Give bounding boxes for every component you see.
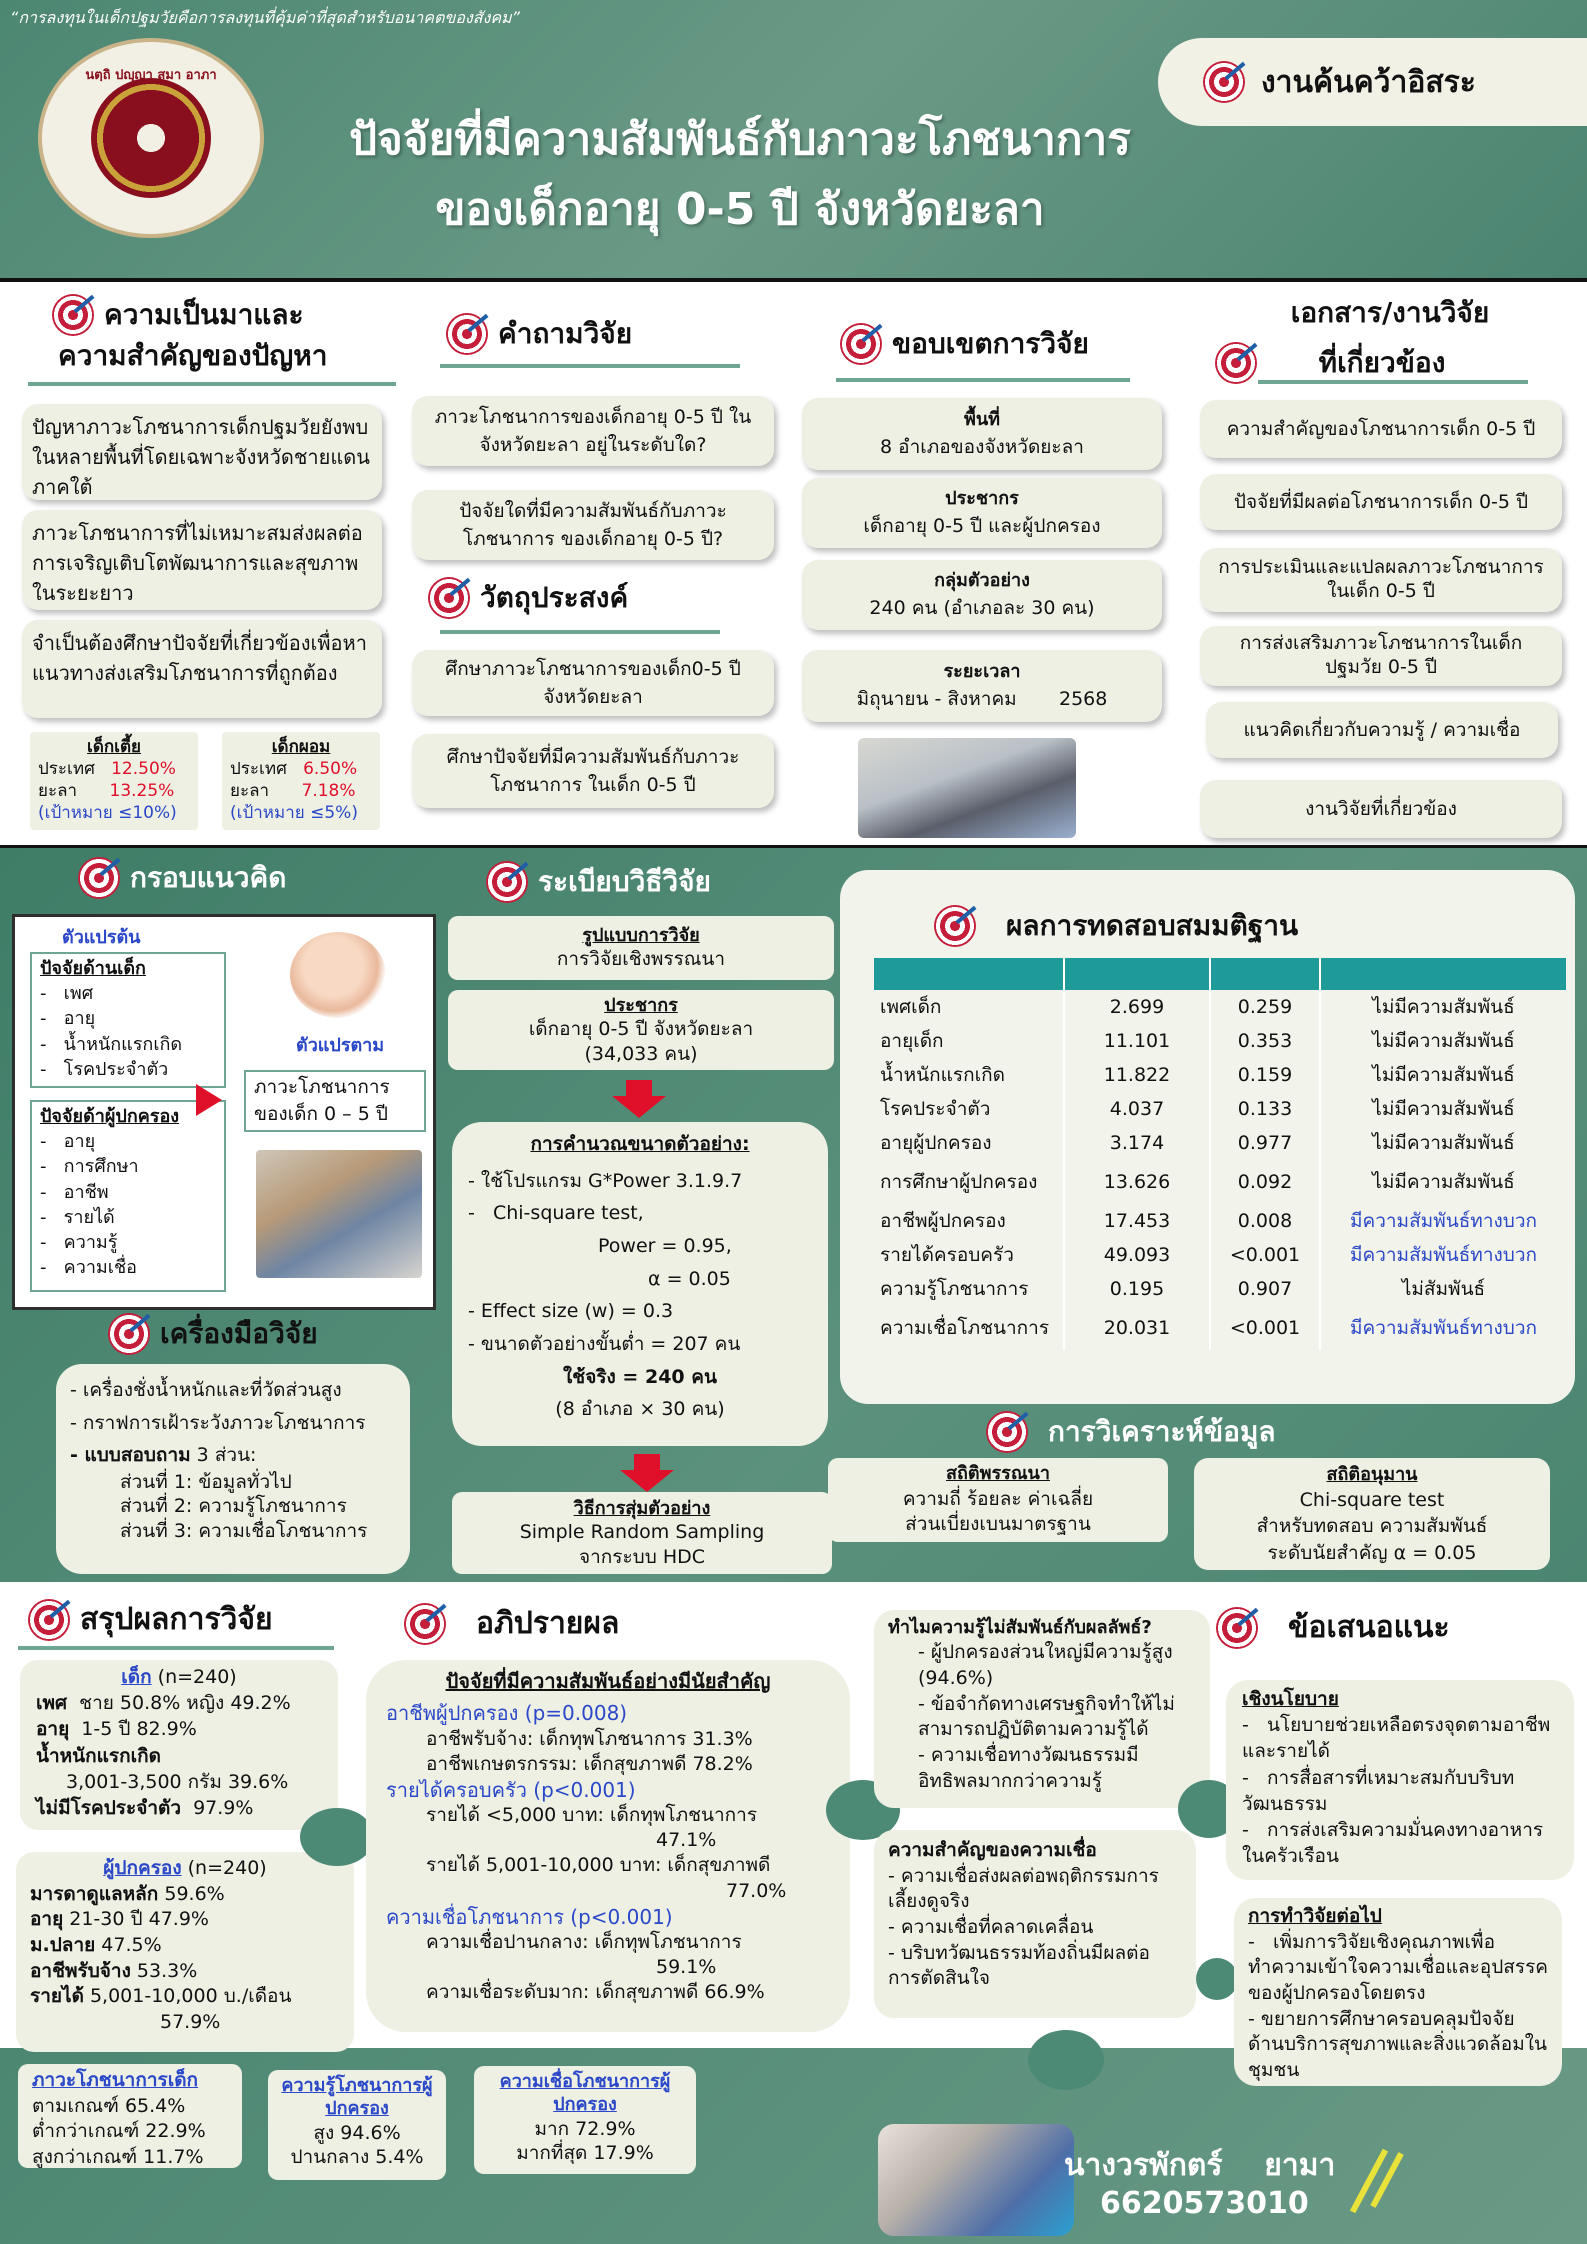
- tool-3: - แบบสอบถาม 3 ส่วน:: [70, 1444, 257, 1466]
- summary-underline: [18, 1646, 334, 1650]
- hypothesis-chi-square: 2.699: [1064, 990, 1210, 1024]
- tools-box: [56, 1364, 410, 1574]
- sample-calc-1: - ใช้โปรแกรม G*Power 3.1.9.7: [468, 1169, 743, 1192]
- hypothesis-result: ไม่มีความสัมพันธ์: [1320, 1126, 1566, 1160]
- analysis-title: การวิเคราะห์ข้อมูล: [1048, 1415, 1276, 1448]
- decorative-circle: [300, 1808, 374, 1866]
- summary-parent-caregiver: มารดาดูแลหลัก 59.6%: [30, 1882, 225, 1905]
- framework-child-item: - น้ำหนักแรกเกิด: [40, 1033, 183, 1055]
- background-underline: [28, 382, 396, 386]
- summary-parent-card: [16, 1852, 354, 2052]
- hypothesis-factor: ความเชื่อโภชนาการ: [880, 1317, 1050, 1339]
- method-sampling-value-2: จากระบบ HDC: [578, 1545, 706, 1568]
- questions-heading: [446, 312, 632, 356]
- summary-belief-title: ความเชื่อโภชนาการผู้ปกครอง: [499, 2071, 671, 2116]
- hypothesis-result: ไม่สัมพันธ์: [1320, 1272, 1566, 1306]
- hypothesis-p-value: 0.259: [1210, 990, 1320, 1024]
- recommend-research-1: - เพิ่มการวิจัยเชิงคุณภาพเพื่อทำความเข้าใจความเชื่อและอุปสรรคของผู้ปกครองโดยตรง: [1248, 1930, 1548, 2004]
- hypothesis-factor: ความรู้โภชนาการ: [880, 1278, 1029, 1300]
- baby-photo: [290, 932, 386, 1018]
- discussion-why-title: ทำไมความรู้ไม่สัมพันธ์กับผลลัพธ์?: [888, 1617, 1152, 1638]
- method-design-value: การวิจัยเชิงพรรณนา: [556, 948, 726, 971]
- framework-child-item: - อายุ: [40, 1008, 96, 1030]
- method-population-value-1: เด็กอายุ 0-5 ปี จังหวัดยะลา: [528, 1018, 754, 1041]
- summary-child-disease: ไม่มีโรคประจำตัว 97.9%: [36, 1797, 254, 1820]
- literature-item-6: งานวิจัยที่เกี่ยวข้อง: [1200, 780, 1562, 838]
- framework-child-box: [30, 952, 226, 1088]
- target-icon: [986, 1411, 1028, 1453]
- scope-photo: [858, 738, 1076, 838]
- summary-belief-2: มากที่สุด 17.9%: [516, 2142, 654, 2165]
- sample-calc-4: α = 0.05: [648, 1267, 731, 1290]
- target-icon: [28, 1599, 70, 1641]
- recommend-policy-2: - การสื่อสารที่เหมาะสมกับบริบทวัฒนธรรม: [1242, 1766, 1515, 1815]
- literature-item-3: การประเมินและแปลผลภาวะโภชนาการในเด็ก 0-5 ปี: [1200, 548, 1562, 612]
- objectives-underline: [440, 630, 720, 634]
- stunting-title: เด็กเตี้ย: [87, 737, 141, 757]
- hypothesis-result: ไม่มีความสัมพันธ์: [1320, 1024, 1566, 1058]
- wasting-title: เด็กผอม: [271, 737, 331, 757]
- summary-parent-income-pct: 57.9%: [160, 2010, 221, 2033]
- tool-2: - กราฟการเฝ้าระวังภาวะโภชนาการ: [70, 1411, 366, 1434]
- method-title: ระเบียบวิธีวิจัย: [538, 865, 711, 898]
- summary-parent-income: รายได้ 5,001-10,000 บ./เดือน: [30, 1985, 292, 2008]
- tools-title: เครื่องมือวิจัย: [160, 1317, 318, 1350]
- hypothesis-factor: อาชีพผู้ปกครอง: [880, 1210, 1006, 1232]
- background-title-1: ความเป็นมาและ: [104, 298, 304, 331]
- discussion-occupation-2: อาชีพเกษตรกรรม: เด็กสุขภาพดี 78.2%: [426, 1752, 753, 1775]
- objectives-heading: [428, 576, 628, 620]
- literature-underline: [1258, 380, 1528, 384]
- discussion-income-1: รายได้ <5,000 บาท: เด็กทุพโภชนาการ: [426, 1804, 758, 1827]
- hypothesis-result: ไม่มีความสัมพันธ์: [1320, 990, 1566, 1024]
- summary-child-header: เด็ก (n=240): [121, 1666, 237, 1688]
- method-sampling: [452, 1492, 832, 1574]
- page-title: [300, 105, 1180, 245]
- target-icon: [404, 1603, 446, 1645]
- method-population-label: ประชากร: [604, 994, 678, 1016]
- analysis-heading: [986, 1410, 1276, 1454]
- hypothesis-title: ผลการทดสอบสมมติฐาน: [1006, 909, 1299, 942]
- hypothesis-chi-square: 11.822: [1064, 1058, 1210, 1092]
- summary-knowledge-2: ปานกลาง 5.4%: [290, 2146, 424, 2169]
- summary-belief-1: มาก 72.9%: [534, 2117, 636, 2140]
- down-arrow-icon: [612, 1080, 666, 1118]
- hypothesis-row: [874, 1306, 1566, 1350]
- scope-underline: [836, 378, 1130, 382]
- method-sampling-label: วิธีการสุ่มตัวอย่าง: [573, 1497, 711, 1519]
- framework-heading: [78, 856, 286, 900]
- recommend-title: ข้อเสนอแนะ: [1288, 1610, 1450, 1645]
- method-sampling-value-1: Simple Random Sampling: [519, 1521, 765, 1544]
- discussion-belief-2: ความเชื่อระดับมาก: เด็กสุขภาพดี 66.9%: [426, 1981, 765, 2004]
- sample-calc-5: - Effect size (w) = 0.3: [468, 1300, 674, 1323]
- hypothesis-row: [874, 1126, 1566, 1160]
- target-icon: [486, 861, 528, 903]
- scope-period-label: ระยะเวลา: [943, 661, 1021, 683]
- discussion-income-1-value: 47.1%: [656, 1829, 717, 1852]
- framework-title: กรอบแนวคิด: [130, 861, 287, 894]
- method-population: [448, 990, 834, 1070]
- discussion-income-title: รายได้ครอบครัว (p<0.001): [386, 1777, 636, 1802]
- question-1: ภาวะโภชนาการของเด็กอายุ 0-5 ปี ในจังหวัดยะลา อยู่ในระดับใด?: [412, 396, 774, 466]
- sample-calc-2: - Chi-square test,: [468, 1202, 644, 1225]
- framework-arrow-icon: [196, 1084, 222, 1116]
- framework-parent-title: ปัจจัยด้าผู้ปกครอง: [40, 1106, 180, 1127]
- questions-title: คำถามวิจัย: [498, 317, 633, 350]
- logo-text: นตฺถิ ปญฺญา สมา อาภา: [85, 68, 217, 83]
- sample-calc-title: การคำนวณขนาดตัวอย่าง:: [530, 1133, 750, 1155]
- discussion-belief-1: ความเชื่อปานกลาง: เด็กทุพโภชนาการ: [426, 1931, 742, 1954]
- literature-item-5: แนวคิดเกี่ยวกับความรู้ / ความเชื่อ: [1206, 702, 1558, 758]
- author-name: นางวรพักตร์ ยามา: [1064, 2148, 1336, 2183]
- hypothesis-p-value: 0.092: [1210, 1160, 1320, 1204]
- summary-parent-occupation: อาชีพรับจ้าง 53.3%: [30, 1959, 198, 1982]
- recommend-research-card: [1234, 1898, 1562, 2086]
- summary-child-sex: เพศ ชาย 50.8% หญิง 49.2%: [36, 1692, 291, 1715]
- framework-photo: [256, 1150, 422, 1278]
- analysis-inferential-value-2: สำหรับทดสอบ ความสัมพันธ์: [1256, 1515, 1488, 1538]
- discussion-significant-card: [366, 1660, 850, 2032]
- analysis-descriptive-value-1: ความถี่ ร้อยละ ค่าเฉลี่ย: [902, 1487, 1094, 1510]
- scope-sample: [802, 560, 1162, 630]
- background-title-2: ความสำคัญของปัญหา: [58, 339, 328, 372]
- framework-child-title: ปัจจัยด้านเด็ก: [40, 958, 146, 979]
- discussion-income-2-value: 77.0%: [726, 1879, 787, 1902]
- method-population-value-2: (34,033 คน): [584, 1042, 698, 1065]
- hypothesis-p-value: 0.977: [1210, 1126, 1320, 1160]
- target-icon: [1215, 342, 1257, 384]
- background-point-3: จำเป็นต้องศึกษาปัจจัยที่เกี่ยวข้องเพื่อหาแนวทางส่งเสริมโภชนาการที่ถูกต้อง: [22, 620, 382, 718]
- discussion-importance-1: - ความเชื่อส่งผลต่อพฤติกรรมการเลี้ยงดูจริง: [888, 1864, 1159, 1913]
- stunting-stat-card: [30, 732, 198, 830]
- decorative-circle: [1196, 1958, 1238, 2000]
- summary-child-weight: 3,001-3,500 กรัม 39.6%: [66, 1770, 289, 1793]
- hypothesis-table: [874, 958, 1566, 1350]
- summary-knowledge-card: [268, 2070, 446, 2180]
- title-line-2: ของเด็กอายุ 0-5 ปี จังหวัดยะลา: [435, 184, 1045, 235]
- scope-population-value: เด็กอายุ 0-5 ปี และผู้ปกครอง: [863, 515, 1101, 538]
- analysis-inferential-label: สถิติอนุมาน: [1326, 1463, 1418, 1485]
- scope-population: [802, 478, 1162, 548]
- scope-heading: [840, 322, 1089, 366]
- summary-nutrition-card: [18, 2064, 242, 2168]
- author-id: 6620573010: [1100, 2186, 1309, 2221]
- recommend-policy-title: เชิงนโยบาย: [1242, 1688, 1339, 1710]
- scope-sample-value: 240 คน (อำเภอละ 30 คน): [869, 597, 1095, 620]
- recommend-policy-1: - นโยบายช่วยเหลือตรงจุดตามอาชีพและรายได้: [1242, 1714, 1551, 1763]
- hypothesis-factor: การศึกษาผู้ปกครอง: [880, 1171, 1038, 1193]
- hypothesis-chi-square: 0.195: [1064, 1272, 1210, 1306]
- hypothesis-p-value: 0.353: [1210, 1024, 1320, 1058]
- hypothesis-p-value: 0.133: [1210, 1092, 1320, 1126]
- hypothesis-factor: อายุผู้ปกครอง: [880, 1132, 992, 1154]
- target-icon: [428, 577, 470, 619]
- method-heading: [486, 860, 711, 904]
- framework-child-item: - เพศ: [40, 983, 94, 1005]
- method-design: [448, 916, 834, 980]
- sample-calc-6: - ขนาดตัวอย่างขั้นต่ำ = 207 คน: [468, 1333, 741, 1356]
- hypothesis-p-value: 0.907: [1210, 1272, 1320, 1306]
- sample-calc-8: (8 อำเภอ × 30 คน): [555, 1398, 725, 1421]
- sample-calc-3: Power = 0.95,: [598, 1235, 732, 1258]
- hypothesis-row: [874, 1272, 1566, 1306]
- wasting-yala-label: ยะลา: [230, 781, 270, 802]
- hypothesis-p-value: 0.159: [1210, 1058, 1320, 1092]
- objectives-title: วัตถุประสงค์: [480, 581, 629, 614]
- scope-period: [802, 650, 1162, 722]
- summary-parent-header: ผู้ปกครอง (n=240): [103, 1857, 267, 1879]
- hypothesis-row: [874, 1092, 1566, 1126]
- hypothesis-result: ไม่มีความสัมพันธ์: [1320, 1058, 1566, 1092]
- framework-parent-item: - ความรู้: [40, 1231, 118, 1253]
- literature-item-2: ปัจจัยที่มีผลต่อโภชนาการเด็ก 0-5 ปี: [1200, 474, 1562, 530]
- summary-heading: [28, 1596, 273, 1643]
- wasting-target: (เป้าหมาย ≤5%): [230, 803, 358, 824]
- scope-area: [802, 398, 1162, 470]
- background-point-1: ปัญหาภาวะโภชนาการเด็กปฐมวัยยังพบในหลายพื้นที่โดยเฉพาะจังหวัดชายแดนภาคใต้: [22, 404, 382, 500]
- hypothesis-p-value: <0.001: [1210, 1238, 1320, 1272]
- section-divider: [0, 845, 1587, 848]
- discussion-occupation-1: อาชีพรับจ้าง: เด็กทุพโภชนาการ 31.3%: [426, 1727, 753, 1750]
- discussion-belief-title: ความเชื่อโภชนาการ (p<0.001): [386, 1904, 673, 1929]
- literature-title-1: เอกสาร/งานวิจัย: [1290, 296, 1490, 329]
- target-icon: [446, 313, 488, 355]
- background-heading: [52, 294, 327, 376]
- target-icon: [1203, 61, 1245, 103]
- stunting-country-label: ประเทศ: [38, 759, 95, 780]
- discussion-why-3: - ความเชื่อทางวัฒนธรรมมีอิทธิพลมากกว่าความรู้: [918, 1743, 1139, 1792]
- tools-heading: [108, 1312, 318, 1356]
- badge-independent-study: [1158, 38, 1587, 126]
- objective-1: ศึกษาภาวะโภชนาการของเด็ก0-5 ปี จังหวัดยะลา: [412, 650, 774, 716]
- summary-parent-education: ม.ปลาย 47.5%: [30, 1933, 162, 1956]
- hypothesis-result: ไม่มีความสัมพันธ์: [1320, 1160, 1566, 1204]
- tool-1: - เครื่องชั่งน้ำหนักและที่วัดส่วนสูง: [70, 1379, 342, 1401]
- scope-population-label: ประชากร: [945, 488, 1019, 510]
- framework-dv-label: ตัวแปรตาม: [296, 1035, 385, 1056]
- questions-underline: [440, 364, 740, 368]
- wasting-stat-card: [222, 732, 380, 830]
- wasting-yala-value: 7.18%: [301, 781, 356, 802]
- hypothesis-chi-square: 20.031: [1064, 1306, 1210, 1350]
- hypothesis-row: [874, 1204, 1566, 1238]
- framework-parent-item: - รายได้: [40, 1206, 115, 1228]
- discussion-occupation-title: อาชีพผู้ปกครอง (p=0.008): [386, 1701, 628, 1726]
- analysis-descriptive: [828, 1458, 1168, 1542]
- hypothesis-result: มีความสัมพันธ์ทางบวก: [1320, 1204, 1566, 1238]
- summary-knowledge-title: ความรู้โภชนาการผู้ปกครอง: [281, 2075, 433, 2120]
- discussion-why-2: - ข้อจำกัดทางเศรษฐกิจทำให้ไม่สามารถปฏิบัติตามความรู้ได้: [918, 1692, 1175, 1741]
- discussion-belief-importance-card: [874, 1830, 1196, 2018]
- discussion-income-2: รายได้ 5,001-10,000 บาท: เด็กสุขภาพดี: [426, 1854, 771, 1877]
- framework-parent-box: [30, 1100, 226, 1292]
- framework-dv-box: ภาวะโภชนาการ ของเด็ก 0 – 5 ปี: [244, 1070, 426, 1132]
- hypothesis-factor: อายุเด็ก: [880, 1030, 944, 1052]
- framework-child-item: - โรคประจำตัว: [40, 1058, 169, 1080]
- hypothesis-result: มีความสัมพันธ์ทางบวก: [1320, 1238, 1566, 1272]
- analysis-inferential: [1194, 1458, 1550, 1570]
- background-point-2: ภาวะโภชนาการที่ไม่เหมาะสมส่งผลต่อการเจริญเติบโตพัฒนาการและสุขภาพในระยะยาว: [22, 510, 382, 610]
- summary-nutrition-title: ภาวะโภชนาการเด็ก: [32, 2069, 199, 2091]
- recommend-policy-3: - การส่งเสริมความมั่นคงทางอาหารในครัวเรือน: [1242, 1819, 1544, 1868]
- discussion-belief-1-value: 59.1%: [656, 1956, 717, 1979]
- framework-parent-item: - อายุ: [40, 1131, 96, 1153]
- recommend-research-2: - ขยายการศึกษาครอบคลุมปัจจัยด้านบริการสุขภาพและสิ่งแวดล้อมในชุมชน: [1248, 2007, 1548, 2081]
- hypothesis-row: [874, 1058, 1566, 1092]
- summary-child-age: อายุ 1-5 ปี 82.9%: [36, 1718, 197, 1741]
- discussion-significant-title: ปัจจัยที่มีความสัมพันธ์อย่างมีนัยสำคัญ: [445, 1669, 771, 1693]
- summary-title: สรุปผลการวิจัย: [80, 1602, 273, 1637]
- hypothesis-chi-square: 4.037: [1064, 1092, 1210, 1126]
- tool-3-part-2: ส่วนที่ 2: ความรู้โภชนาการ: [120, 1495, 347, 1518]
- literature-item-1: ความสำคัญของโภชนาการเด็ก 0-5 ปี: [1200, 400, 1562, 458]
- hypothesis-chi-square: 49.093: [1064, 1238, 1210, 1272]
- hypothesis-chi-square: 3.174: [1064, 1126, 1210, 1160]
- summary-nutrition-2: ต่ำกว่าเกณฑ์ 22.9%: [32, 2120, 206, 2143]
- university-logo: [38, 38, 264, 238]
- framework-parent-item: - การศึกษา: [40, 1156, 139, 1178]
- discussion-heading: [404, 1600, 619, 1647]
- decorative-circle: [1028, 2030, 1104, 2090]
- literature-item-4: การส่งเสริมภาวะโภชนาการในเด็กปฐมวัย 0-5 ปี: [1200, 626, 1562, 686]
- target-icon: [108, 1313, 150, 1355]
- target-icon: [840, 323, 882, 365]
- author-photo: [878, 2124, 1074, 2236]
- sample-calc-7: ใช้จริง = 240 คน: [563, 1365, 717, 1388]
- target-icon: [1216, 1607, 1258, 1649]
- hypothesis-chi-square: 17.453: [1064, 1204, 1210, 1238]
- literature-title-2: ที่เกี่ยวข้อง: [1318, 346, 1446, 379]
- wasting-country-label: ประเทศ: [230, 759, 287, 780]
- down-arrow-icon: [620, 1454, 674, 1492]
- hypothesis-row: [874, 1024, 1566, 1058]
- hypothesis-row: [874, 990, 1566, 1024]
- hypothesis-p-value: <0.001: [1210, 1306, 1320, 1350]
- analysis-descriptive-label: สถิติพรรณนา: [946, 1463, 1050, 1485]
- target-icon: [78, 857, 120, 899]
- wasting-country-value: 6.50%: [303, 759, 358, 780]
- summary-nutrition-3: สูงกว่าเกณฑ์ 11.7%: [32, 2145, 204, 2168]
- discussion-title: อภิปรายผล: [476, 1606, 620, 1641]
- hypothesis-factor: รายได้ครอบครัว: [880, 1244, 1014, 1266]
- hypothesis-heading: [934, 904, 1298, 948]
- logo-wheel: [91, 78, 211, 198]
- recommend-heading: [1216, 1604, 1450, 1651]
- framework-iv-label: ตัวแปรต้น: [62, 927, 141, 948]
- summary-knowledge-1: สูง 94.6%: [313, 2121, 401, 2144]
- method-design-label: รูปแบบการวิจัย: [582, 924, 700, 946]
- tool-3-part-1: ส่วนที่ 1: ข้อมูลทั่วไป: [120, 1470, 292, 1493]
- analysis-inferential-value-3: ระดับนัยสำคัญ α = 0.05: [1267, 1541, 1477, 1564]
- recommend-policy-card: [1226, 1680, 1574, 1880]
- hypothesis-chi-square: 11.101: [1064, 1024, 1210, 1058]
- hypothesis-chi-square: 13.626: [1064, 1160, 1210, 1204]
- scope-sample-label: กลุ่มตัวอย่าง: [934, 570, 1030, 592]
- hypothesis-table-header: [874, 958, 1566, 990]
- discussion-importance-title: ความสำคัญของความเชื่อ: [888, 1839, 1097, 1861]
- hypothesis-factor: โรคประจำตัว: [880, 1098, 991, 1120]
- analysis-descriptive-value-2: ส่วนเบี่ยงเบนมาตรฐาน: [905, 1513, 1091, 1536]
- discussion-why-card: [874, 1610, 1210, 1808]
- framework-parent-item: - อาชีพ: [40, 1181, 109, 1203]
- target-icon: [52, 294, 94, 336]
- analysis-inferential-value-1: Chi-square test: [1299, 1488, 1445, 1511]
- hypothesis-row: [874, 1238, 1566, 1272]
- literature-heading: [1200, 288, 1520, 388]
- scope-area-label: พื้นที่: [963, 409, 1001, 431]
- stunting-target: (เป้าหมาย ≤10%): [38, 803, 177, 824]
- summary-belief-card: [474, 2066, 696, 2174]
- hypothesis-factor: เพศเด็ก: [880, 996, 942, 1018]
- scope-title: ขอบเขตการวิจัย: [892, 327, 1089, 360]
- recommend-research-title: การทำวิจัยต่อไป: [1248, 1905, 1382, 1927]
- discussion-importance-3: - บริบทวัฒนธรรมท้องถิ่นมีผลต่อการตัดสินใจ: [888, 1941, 1150, 1990]
- tool-3-part-3: ส่วนที่ 3: ความเชื่อโภชนาการ: [120, 1519, 368, 1542]
- scope-area-value: 8 อำเภอของจังหวัดยะลา: [880, 436, 1084, 459]
- summary-nutrition-1: ตามเกณฑ์ 65.4%: [32, 2094, 186, 2117]
- stunting-yala-label: ยะลา: [38, 781, 78, 802]
- question-2: ปัจจัยใดที่มีความสัมพันธ์กับภาวะโภชนาการ ของเด็กอายุ 0-5 ปี?: [412, 490, 774, 560]
- stunting-yala-value: 13.25%: [109, 781, 175, 802]
- discussion-why-1: - ผู้ปกครองส่วนใหญ่มีความรู้สูง (94.6%): [918, 1641, 1173, 1689]
- hypothesis-result: ไม่มีความสัมพันธ์: [1320, 1092, 1566, 1126]
- framework-parent-item: - ความเชื่อ: [40, 1257, 137, 1279]
- summary-child-weight-label: น้ำหนักแรกเกิด: [36, 1744, 161, 1767]
- method-sample-calc: [452, 1122, 828, 1446]
- hypothesis-result: มีความสัมพันธ์ทางบวก: [1320, 1306, 1566, 1350]
- stunting-country-value: 12.50%: [111, 759, 176, 780]
- scope-period-value: มิถุนายน - สิงหาคม 2568: [856, 688, 1108, 711]
- objective-2: ศึกษาปัจจัยที่มีความสัมพันธ์กับภาวะโภชนาการ ในเด็ก 0-5 ปี: [412, 734, 774, 808]
- discussion-importance-2: - ความเชื่อที่คลาดเคลื่อน: [888, 1915, 1094, 1938]
- target-icon: [934, 905, 976, 947]
- badge-label: งานค้นคว้าอิสระ: [1261, 64, 1476, 100]
- header-quote: “การลงทุนในเด็กปฐมวัยคือการลงทุนที่คุ้มค่าที่สุดสำหรับอนาคตของสังคม”: [10, 8, 520, 27]
- hypothesis-factor: น้ำหนักแรกเกิด: [880, 1064, 1005, 1086]
- hypothesis-p-value: 0.008: [1210, 1204, 1320, 1238]
- title-line-1: ปัจจัยที่มีความสัมพันธ์กับภาวะโภชนาการ: [349, 114, 1131, 165]
- summary-parent-age: อายุ 21-30 ปี 47.9%: [30, 1908, 209, 1931]
- summary-child-card: [20, 1660, 338, 1830]
- hypothesis-row: [874, 1160, 1566, 1204]
